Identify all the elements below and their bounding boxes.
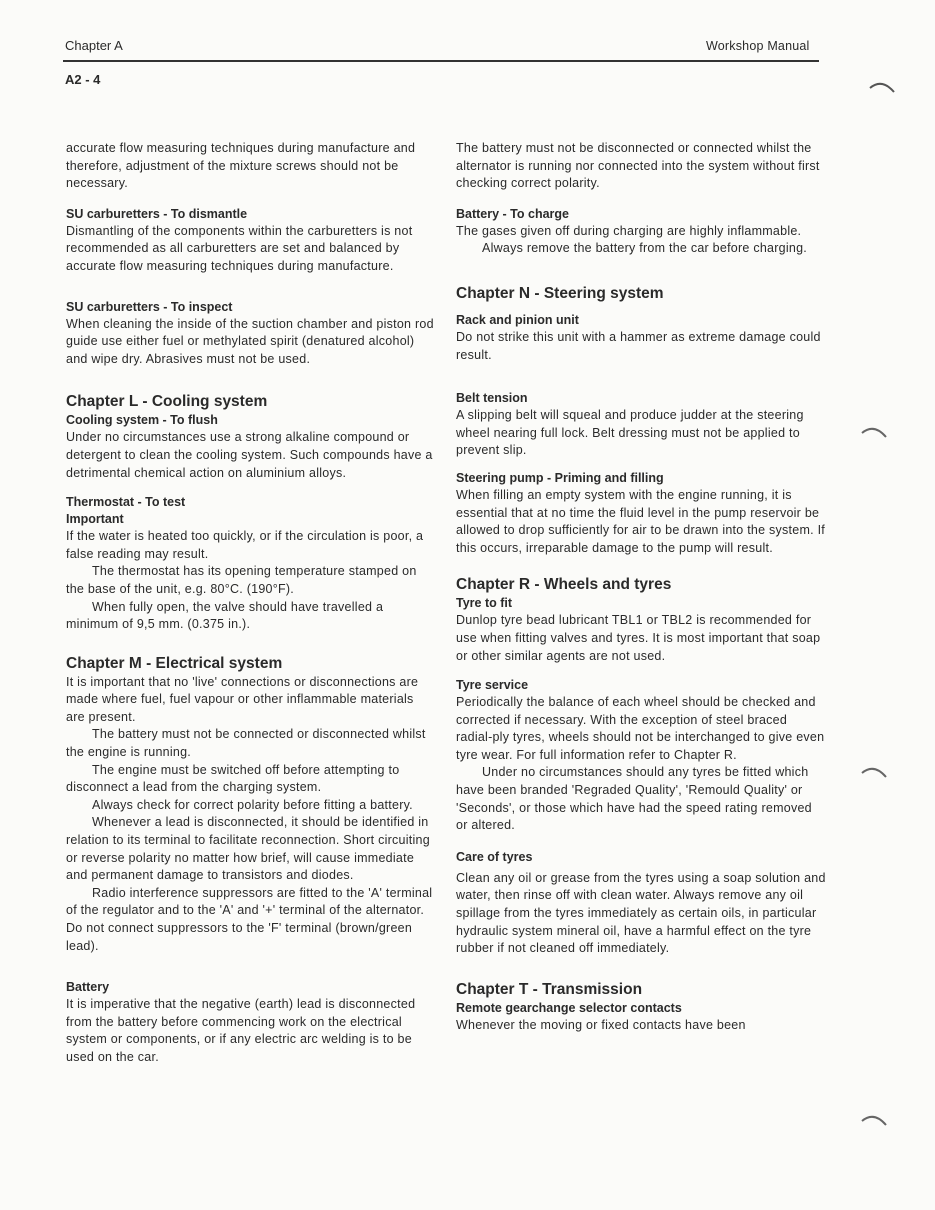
right-column: [456, 140, 826, 1034]
chapter-m-title: Chapter M - Electrical system: [66, 654, 283, 672]
binder-mark-icon: [860, 1113, 888, 1129]
su-inspect-text: When cleaning the inside of the suction chamber and piston rod guide use either fuel or methylated spirit (denatured alcohol) and wipe dry. Abrasives must not be used.: [66, 316, 434, 366]
header-chapter: Chapter A: [65, 38, 123, 53]
header-manual-title: Workshop Manual: [706, 39, 810, 53]
tyre-service-text-1: Periodically the balance of each wheel should be checked and corrected if necessary. With the exception of steel braced radial-ply tyres, wheels should not be interchanged to give even tyre wear. For full information refer to Chapter R.: [456, 695, 825, 762]
electrical-text-3: The engine must be switched off before attempting to disconnect a lead from the charging system.: [66, 762, 400, 795]
tyre-care-text: Clean any oil or grease from the tyres using a soap solution and water, then rinse off with clean water. Always remove any oil spillage from the tyres immediately as certain oils, in particular hydraulic system mineral oil, have a harmful effect on the tyre rubber if not cleaned off immediately.: [456, 870, 826, 956]
important-label: Important: [66, 512, 124, 527]
steering-pump-heading: Steering pump - Priming and filling: [456, 470, 664, 485]
battery-charge-heading: Battery - To charge: [456, 206, 569, 221]
electrical-text-6: Radio interference suppressors are fitted to the 'A' terminal of the regulator and to the 'A' and '+' terminal of the alternator. Do not connect suppressors to the 'F' terminal (brown/green lead).: [66, 885, 433, 953]
electrical-text-2: The battery must not be connected or disconnected whilst the engine is running.: [66, 727, 426, 760]
chapter-l-title: Chapter L - Cooling system: [66, 393, 268, 411]
electrical-text-1: It is important that no 'live' connections or disconnections are made where fuel, fuel vapour or other inflammable materials are present.: [66, 674, 419, 724]
steering-pump-text: When filling an empty system with the engine running, it is essential that at no time the fluid level in the pump reservoir be allowed to drop sufficiently for air to be drawn into the system. If this occurs, irreparable damage to the pump will result.: [456, 487, 826, 555]
gearchange-contacts-heading: Remote gearchange selector contacts: [456, 1000, 682, 1015]
su-dismantle-heading: SU carburetters - To dismantle: [66, 206, 248, 221]
gearchange-contacts-text: Whenever the moving or fixed contacts have been: [456, 1017, 746, 1032]
electrical-text-5: Whenever a lead is disconnected, it should be identified in relation to its terminal to facilitate reconnection. Short circuiting or reverse polarity no matter how brief, will cause immediate and permanent damage to transistors and diodes.: [66, 815, 430, 883]
intro-paragraph: accurate flow measuring techniques during manufacture and therefore, adjustment of the mixture screws should not be necessary.: [66, 141, 416, 191]
belt-tension-heading: Belt tension: [456, 391, 528, 406]
thermostat-text-1: If the water is heated too quickly, or if the circulation is poor, a false reading may result.: [66, 529, 424, 561]
battery-charge-text-2: Always remove the battery from the car before charging.: [482, 241, 808, 256]
left-column: [66, 140, 436, 1067]
chapter-r-title: Chapter R - Wheels and tyres: [456, 576, 672, 594]
tyre-fit-text: Dunlop tyre bead lubricant TBL1 or TBL2 is recommended for use when fitting valves and tyres. It is most important that soap or other similar agents are not used.: [456, 613, 821, 663]
cooling-flush-heading: Cooling system - To flush: [66, 413, 218, 428]
cooling-flush-text: Under no circumstances use a strong alkaline compound or detergent to clean the cooling system. Such compounds have a detrimental chemical action on aluminium alloys.: [66, 430, 433, 480]
su-dismantle-text: Dismantling of the components within the carburetters is not recommended as all carburetters are set and balanced by accurate flow measuring techniques during manufacture.: [66, 223, 413, 273]
tyre-service-text-2: Under no circumstances should any tyres be fitted which have been branded 'Regraded Quality', 'Remould Quality' or 'Seconds', or those which have had the speed rating removed or altered.: [456, 765, 812, 833]
belt-tension-text: A slipping belt will squeal and produce judder at the steering wheel nearing full lock. Belt dressing must not be applied to prevent slip.: [456, 408, 804, 458]
page-number: A2 - 4: [65, 72, 101, 87]
rack-pinion-heading: Rack and pinion unit: [456, 312, 579, 327]
battery-heading: Battery: [66, 980, 110, 995]
tyre-fit-heading: Tyre to fit: [456, 596, 513, 611]
battery-text: It is imperative that the negative (earth) lead is disconnected from the battery before commencing work on the electrical system or components, or if any electric arc welding is to be used on the car.: [66, 997, 416, 1064]
thermostat-text-2: The thermostat has its opening temperature stamped on the base of the unit, e.g. 80°C. (190°F).: [66, 564, 417, 596]
battery-continued-text: The battery must not be disconnected or connected whilst the alternator is running nor connected into the system without first checking correct polarity.: [456, 141, 820, 191]
binder-mark-icon: [860, 765, 888, 781]
tyre-service-heading: Tyre service: [456, 678, 529, 693]
rack-pinion-text: Do not strike this unit with a hammer as extreme damage could result.: [456, 329, 821, 362]
header-divider: [63, 60, 819, 62]
thermostat-heading: Thermostat - To test: [66, 495, 186, 510]
chapter-t-title: Chapter T - Transmission: [456, 980, 643, 998]
battery-charge-text-1: The gases given off during charging are highly inflammable.: [456, 223, 802, 238]
binder-mark-icon: [860, 425, 888, 441]
su-inspect-heading: SU carburetters - To inspect: [66, 299, 233, 314]
electrical-text-4: Always check for correct polarity before fitting a battery.: [92, 797, 413, 812]
binder-mark-icon: [868, 80, 896, 96]
thermostat-text-3: When fully open, the valve should have travelled a minimum of 9,5 mm. (0.375 in.).: [66, 599, 384, 632]
chapter-n-title: Chapter N - Steering system: [456, 284, 664, 302]
tyre-care-heading: Care of tyres: [456, 849, 533, 864]
